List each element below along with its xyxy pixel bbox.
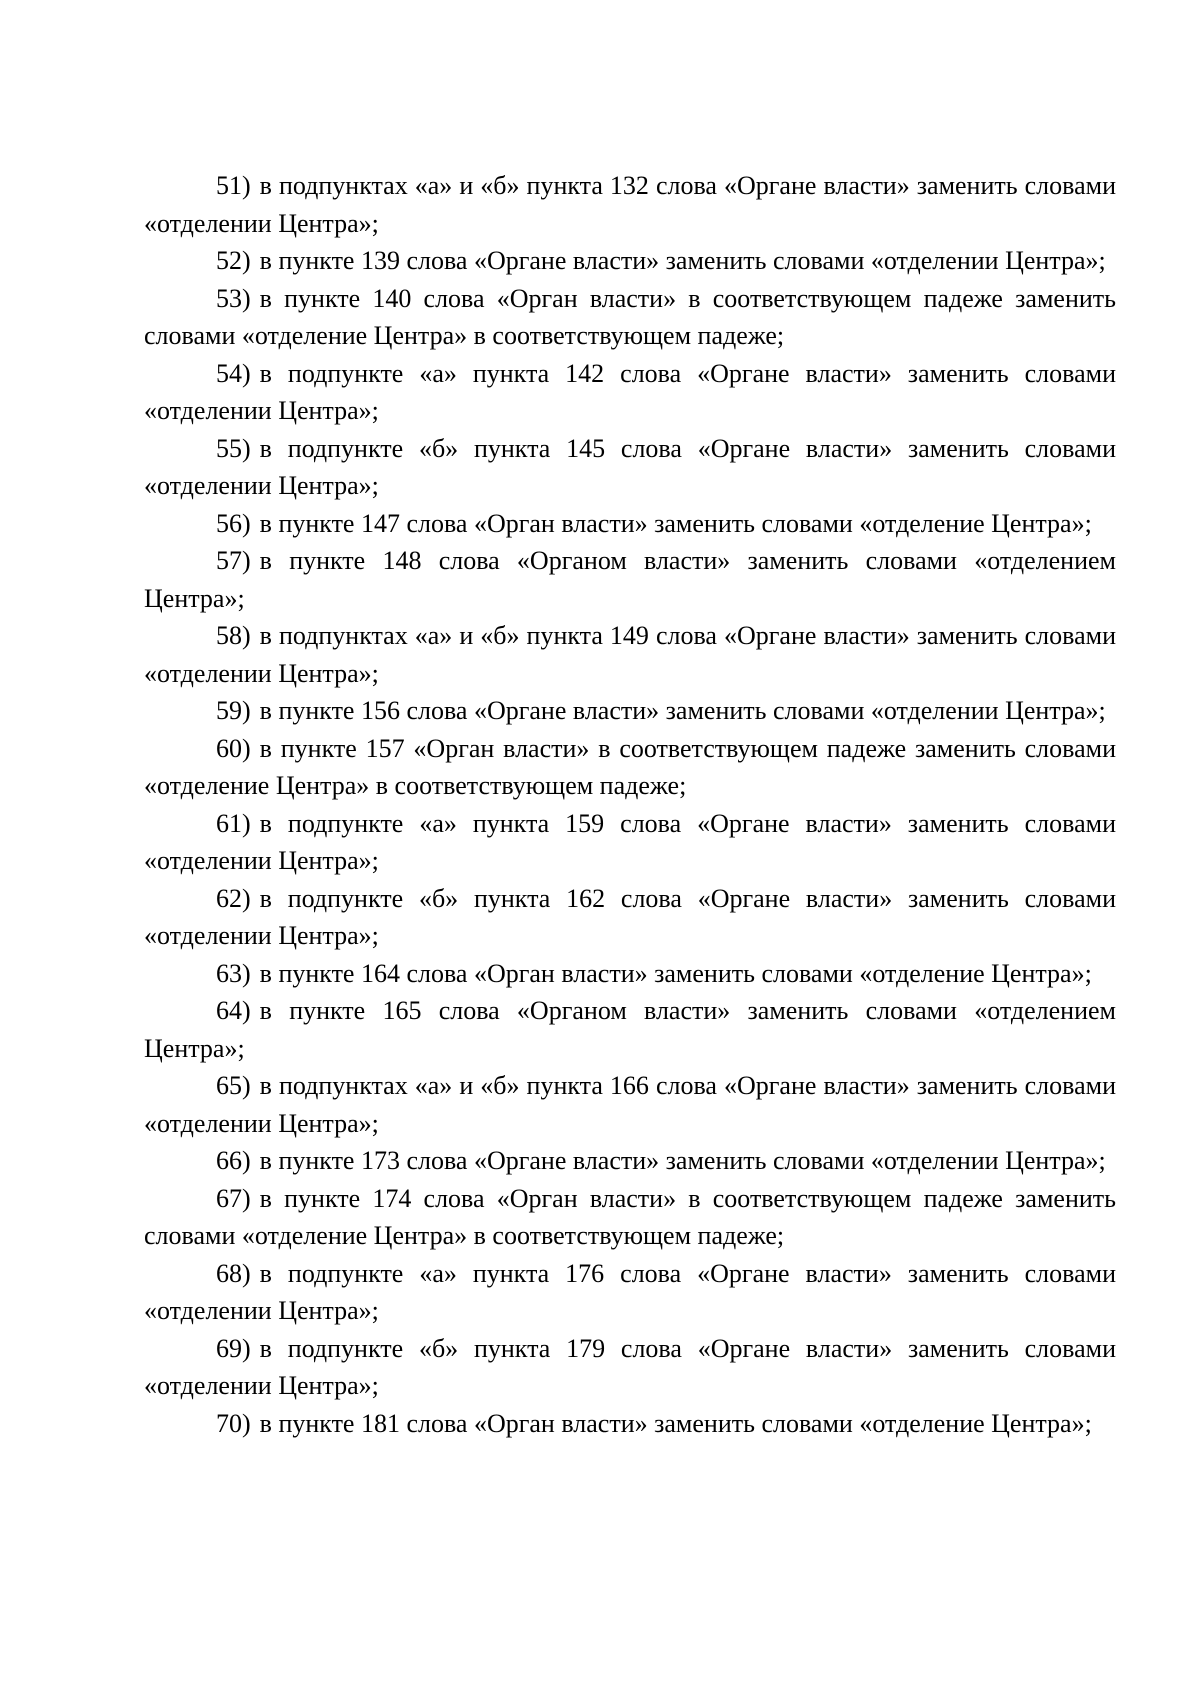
- item-text: в подпунктах «а» и «б» пункта 149 слова «Органе власти» заменить словами «отделении Центра»;: [144, 621, 1116, 688]
- list-item: [144, 1067, 1116, 1142]
- list-item: [144, 242, 1116, 280]
- item-number: 69): [216, 1333, 251, 1363]
- list-item: [144, 880, 1116, 955]
- item-number: 56): [216, 508, 251, 538]
- item-number: 55): [216, 433, 251, 463]
- item-text: в подпунктах «а» и «б» пункта 132 слова «Органе власти» заменить словами «отделении Центра»;: [144, 171, 1116, 238]
- item-text: в пункте 156 слова «Органе власти» заменить словами «отделении Центра»;: [259, 696, 1106, 725]
- list-item: [144, 355, 1116, 430]
- item-number: 60): [216, 733, 251, 763]
- item-number: 59): [216, 696, 251, 725]
- item-text: в пункте 164 слова «Орган власти» заменить словами «отделение Центра»;: [259, 958, 1092, 988]
- list-item: [144, 430, 1116, 505]
- list-item: [144, 542, 1116, 617]
- item-number: 70): [216, 1408, 251, 1438]
- list-item: [144, 1405, 1116, 1443]
- item-number: 65): [216, 1071, 251, 1100]
- list-item: [144, 280, 1116, 355]
- list-item: [144, 805, 1116, 880]
- item-number: 68): [216, 1258, 251, 1288]
- item-number: 62): [216, 883, 251, 913]
- list-item: [144, 692, 1116, 730]
- item-number: 58): [216, 621, 251, 650]
- item-text: в пункте 181 слова «Орган власти» заменить словами «отделение Центра»;: [259, 1408, 1092, 1438]
- list-item: [144, 617, 1116, 692]
- item-text: в подпункте «б» пункта 179 слова «Органе власти» заменить словами «отделении Центра»;: [144, 1333, 1116, 1400]
- item-number: 54): [216, 358, 251, 388]
- item-number: 57): [216, 546, 251, 575]
- item-text: в подпункте «а» пункта 142 слова «Органе власти» заменить словами «отделении Центра»;: [144, 358, 1116, 425]
- item-number: 63): [216, 958, 251, 988]
- item-text: в подпункте «а» пункта 159 слова «Органе власти» заменить словами «отделении Центра»;: [144, 808, 1116, 875]
- list-item: [144, 992, 1116, 1067]
- item-text: в пункте 173 слова «Органе власти» заменить словами «отделении Центра»;: [259, 1146, 1106, 1175]
- list-item: [144, 730, 1116, 805]
- item-text: в подпункте «б» пункта 162 слова «Органе власти» заменить словами «отделении Центра»;: [144, 883, 1116, 950]
- item-text: в пункте 174 слова «Орган власти» в соответствующем падеже заменить словами «отделение Центра» в соответствующем падеже;: [144, 1183, 1116, 1250]
- item-text: в пункте 140 слова «Орган власти» в соответствующем падеже заменить словами «отделение Центра» в соответствующем падеже;: [144, 283, 1116, 350]
- list-item: [144, 1255, 1116, 1330]
- item-number: 64): [216, 996, 251, 1025]
- list-item: [144, 505, 1116, 543]
- list-item: [144, 167, 1116, 242]
- item-text: в пункте 148 слова «Органом власти» заменить словами «отделением Центра»;: [144, 546, 1116, 613]
- item-text: в пункте 147 слова «Орган власти» заменить словами «отделение Центра»;: [259, 508, 1092, 538]
- list-item: [144, 1142, 1116, 1180]
- list-item: [144, 1180, 1116, 1255]
- list-item: [144, 1330, 1116, 1405]
- item-number: 66): [216, 1146, 251, 1175]
- item-number: 51): [216, 171, 251, 200]
- item-number: 67): [216, 1183, 251, 1213]
- item-number: 53): [216, 283, 251, 313]
- item-number: 52): [216, 246, 251, 275]
- item-text: в подпункте «б» пункта 145 слова «Органе власти» заменить словами «отделении Центра»;: [144, 433, 1116, 500]
- item-text: в подпункте «а» пункта 176 слова «Органе власти» заменить словами «отделении Центра»;: [144, 1258, 1116, 1325]
- document-body: [144, 167, 1116, 1442]
- list-item: [144, 955, 1116, 993]
- item-text: в пункте 157 «Орган власти» в соответствующем падеже заменить словами «отделение Центра» в соответствующем падеже;: [144, 733, 1116, 800]
- item-text: в пункте 165 слова «Органом власти» заменить словами «отделением Центра»;: [144, 996, 1116, 1063]
- item-number: 61): [216, 808, 251, 838]
- item-text: в пункте 139 слова «Органе власти» заменить словами «отделении Центра»;: [259, 246, 1106, 275]
- item-text: в подпунктах «а» и «б» пункта 166 слова «Органе власти» заменить словами «отделении Центра»;: [144, 1071, 1116, 1138]
